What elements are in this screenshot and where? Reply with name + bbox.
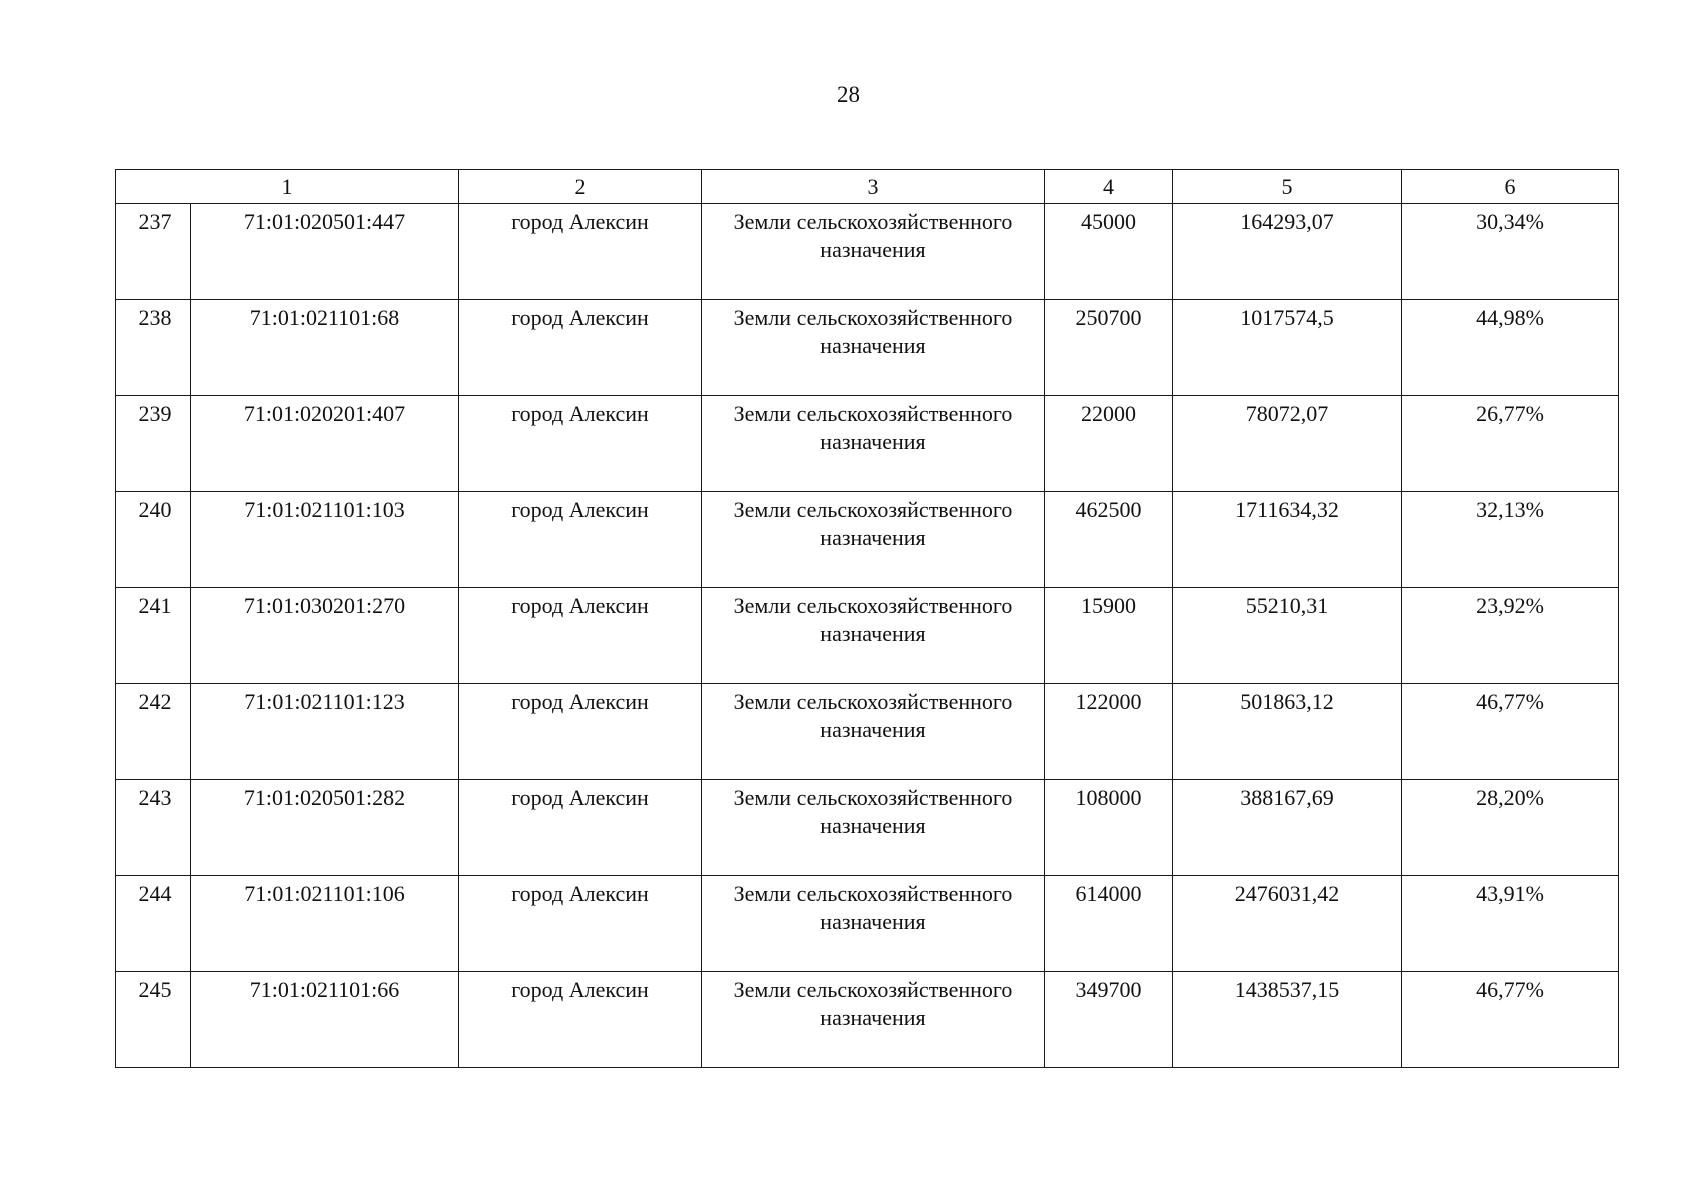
cell-cadastral-value: 55210,31: [1173, 588, 1402, 684]
page-number: 28: [837, 82, 860, 107]
column-header-6: 6: [1402, 170, 1619, 204]
cell-cadastral-number: 71:01:020201:407: [191, 396, 459, 492]
cell-percent: 23,92%: [1402, 588, 1619, 684]
cell-land-category: Земли сельскохозяйственного назначения: [702, 588, 1045, 684]
cell-location: город Алексин: [459, 396, 702, 492]
cell-row-number: 238: [116, 300, 191, 396]
cell-area: 108000: [1045, 780, 1173, 876]
cell-area: 250700: [1045, 300, 1173, 396]
cell-percent: 30,34%: [1402, 204, 1619, 300]
cell-percent: 44,98%: [1402, 300, 1619, 396]
cell-area: 45000: [1045, 204, 1173, 300]
cell-row-number: 239: [116, 396, 191, 492]
table-row: [116, 876, 1619, 972]
cell-cadastral-number: 71:01:021101:103: [191, 492, 459, 588]
table-row: [116, 684, 1619, 780]
cell-cadastral-value: 164293,07: [1173, 204, 1402, 300]
column-header-5: 5: [1173, 170, 1402, 204]
table-row: [116, 396, 1619, 492]
table-row: [116, 204, 1619, 300]
cell-percent: 28,20%: [1402, 780, 1619, 876]
cell-cadastral-value: 388167,69: [1173, 780, 1402, 876]
cell-area: 122000: [1045, 684, 1173, 780]
cell-cadastral-number: 71:01:021101:106: [191, 876, 459, 972]
cell-location: город Алексин: [459, 492, 702, 588]
cell-percent: 43,91%: [1402, 876, 1619, 972]
cell-location: город Алексин: [459, 780, 702, 876]
cell-row-number: 243: [116, 780, 191, 876]
cell-percent: 32,13%: [1402, 492, 1619, 588]
cell-land-category: Земли сельскохозяйственного назначения: [702, 204, 1045, 300]
cell-location: город Алексин: [459, 972, 702, 1068]
cell-cadastral-value: 78072,07: [1173, 396, 1402, 492]
cell-location: город Алексин: [459, 876, 702, 972]
cell-cadastral-value: 2476031,42: [1173, 876, 1402, 972]
cell-location: город Алексин: [459, 300, 702, 396]
cell-land-category: Земли сельскохозяйственного назначения: [702, 300, 1045, 396]
cell-percent: 46,77%: [1402, 972, 1619, 1068]
cell-land-category: Земли сельскохозяйственного назначения: [702, 876, 1045, 972]
cell-location: город Алексин: [459, 684, 702, 780]
cell-row-number: 242: [116, 684, 191, 780]
cell-cadastral-number: 71:01:020501:282: [191, 780, 459, 876]
table-row: [116, 588, 1619, 684]
cell-cadastral-number: 71:01:021101:123: [191, 684, 459, 780]
table-body: [116, 204, 1619, 1068]
table-row: [116, 492, 1619, 588]
cell-area: 22000: [1045, 396, 1173, 492]
cell-area: 15900: [1045, 588, 1173, 684]
cell-location: город Алексин: [459, 204, 702, 300]
table-row: [116, 780, 1619, 876]
table-row: [116, 300, 1619, 396]
cell-row-number: 244: [116, 876, 191, 972]
cell-area: 462500: [1045, 492, 1173, 588]
cell-land-category: Земли сельскохозяйственного назначения: [702, 396, 1045, 492]
cell-area: 614000: [1045, 876, 1173, 972]
cell-cadastral-value: 501863,12: [1173, 684, 1402, 780]
cell-percent: 26,77%: [1402, 396, 1619, 492]
cell-cadastral-value: 1711634,32: [1173, 492, 1402, 588]
cell-row-number: 240: [116, 492, 191, 588]
cell-area: 349700: [1045, 972, 1173, 1068]
column-header-3: 3: [702, 170, 1045, 204]
cell-row-number: 241: [116, 588, 191, 684]
cell-land-category: Земли сельскохозяйственного назначения: [702, 972, 1045, 1068]
column-header-1: 1: [116, 170, 459, 204]
column-header-2: 2: [459, 170, 702, 204]
cell-land-category: Земли сельскохозяйственного назначения: [702, 684, 1045, 780]
cell-land-category: Земли сельскохозяйственного назначения: [702, 492, 1045, 588]
cell-cadastral-value: 1017574,5: [1173, 300, 1402, 396]
cell-cadastral-number: 71:01:030201:270: [191, 588, 459, 684]
cell-cadastral-number: 71:01:020501:447: [191, 204, 459, 300]
table-row: [116, 972, 1619, 1068]
cell-row-number: 245: [116, 972, 191, 1068]
cell-row-number: 237: [116, 204, 191, 300]
cell-location: город Алексин: [459, 588, 702, 684]
column-header-4: 4: [1045, 170, 1173, 204]
cell-cadastral-value: 1438537,15: [1173, 972, 1402, 1068]
land-plots-table: [115, 169, 1619, 1068]
cell-cadastral-number: 71:01:021101:68: [191, 300, 459, 396]
table-header-row: [116, 170, 1619, 204]
cell-land-category: Земли сельскохозяйственного назначения: [702, 780, 1045, 876]
cell-percent: 46,77%: [1402, 684, 1619, 780]
cell-cadastral-number: 71:01:021101:66: [191, 972, 459, 1068]
